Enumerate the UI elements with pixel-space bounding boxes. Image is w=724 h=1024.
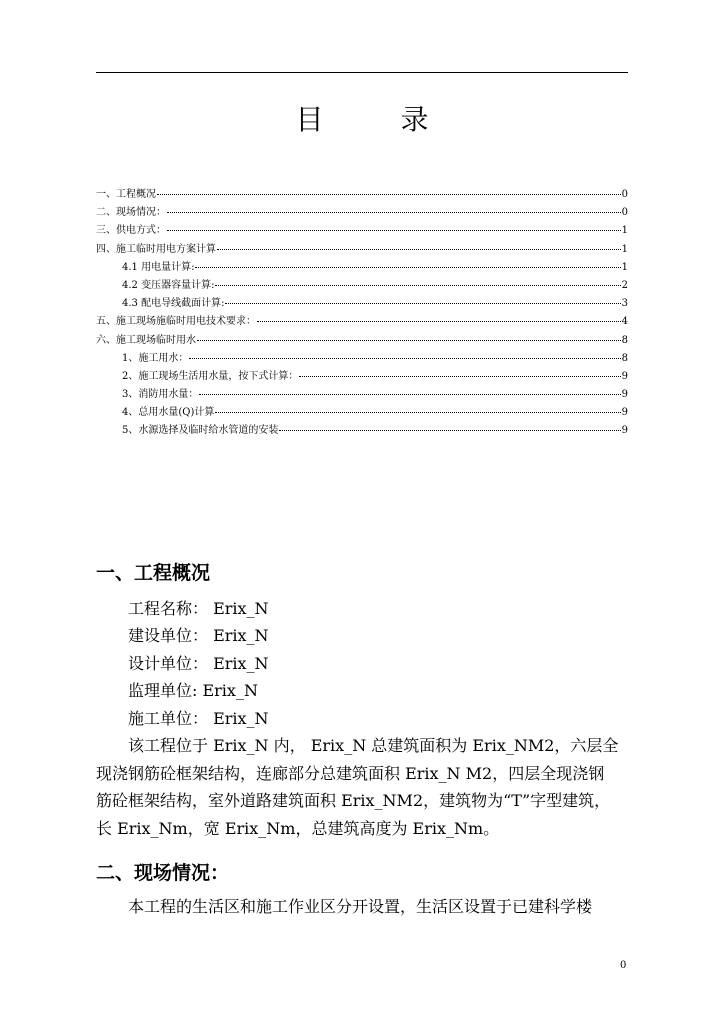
toc-entry-text: 一、工程概况 [96,189,156,200]
header-rule [96,72,628,73]
toc-entry-page: 1 [621,225,628,237]
toc-leader [199,384,620,395]
section-heading: 一、工程概况 [96,562,211,584]
toc-leader [167,220,621,231]
toc-entry-text: 四、施工临时用电方案计算 [96,243,216,255]
toc-entry-text: 三、供电方式： [96,225,166,237]
toc-title: 目 录 [295,103,463,136]
toc-entry-text: 4、总用水量(Q)计算 [122,407,215,419]
toc-entry-page: 9 [621,407,628,419]
toc-leader [215,402,620,413]
project-info-line: 设计单位： Erix_N [128,654,269,673]
toc-entry-text: 2、施工现场生活用水量，按下式计算： [122,370,299,382]
toc-entry-page: 8 [621,352,628,364]
toc-entry-page: 0 [621,207,628,219]
project-info-line: 工程名称： Erix_N [128,599,269,618]
toc-entry-page: 9 [621,425,628,437]
toc-entry-page: 1 [621,243,628,255]
paragraph-line: 现浇钢筋砼框架结构，连廊部分总建筑面积 Erix_N M2，四层全现浇钢 [96,764,605,783]
toc-leader [195,257,620,268]
toc-entry-text: 六、施工现场临时用水 [96,334,196,346]
toc-leader [225,293,620,304]
toc-entry-text: 二、现场情况： [96,207,166,219]
toc-entry-text: 4.3 配电导线截面计算: [122,298,225,310]
project-info-line: 施工单位： Erix_N [128,709,269,728]
page-number: 0 [620,960,627,971]
toc-leader [215,275,620,286]
toc-leader [279,420,620,431]
toc-leader [217,239,621,250]
toc-entry-page: 9 [621,370,628,382]
toc-entry-text: 3、消防用水量： [122,389,199,401]
toc-entry-page: 3 [621,298,628,310]
toc-entry-text: 5、水源选择及临时给水管道的安装 [122,425,279,437]
toc-entry-page: 8 [621,334,628,346]
toc-entry-page: 4 [621,316,628,328]
toc-entry-text: 1、施工用水： [122,352,189,364]
toc-leader [257,311,621,322]
toc-leader [197,330,621,341]
paragraph-line: 长 Erix_Nm，宽 Erix_Nm，总建筑高度为 Erix_Nm。 [96,819,500,838]
toc-leader [157,184,621,195]
section-heading: 二、现场情况： [96,862,230,884]
paragraph-line: 该工程位于 Erix_N 内， Erix_N 总建筑面积为 Erix_NM2，六层全 [128,736,619,755]
toc-entry-page: 1 [621,261,628,273]
toc-entry[interactable] [96,422,628,440]
toc-entry-page: 9 [621,389,628,401]
toc-entry-text: 4.2 变压器容量计算: [122,279,215,291]
paragraph-line: 筋砼框架结构，室外道路建筑面积 Erix_NM2，建筑物为“T”字型建筑， [96,791,611,810]
toc-leader [299,366,620,377]
toc-entry-page: 2 [621,279,628,291]
toc-leader [189,348,620,359]
toc-leader [167,202,621,213]
toc-entry-page: 0 [621,189,628,200]
toc-entry-text: 4.1 用电量计算: [122,261,195,273]
project-info-line: 建设单位： Erix_N [128,626,269,645]
paragraph-line: 本工程的生活区和施工作业区分开设置，生活区设置于已建科学楼 [128,897,593,916]
project-info-line: 监理单位: Erix_N [128,681,258,700]
toc-entry-text: 五、施工现场施临时用电技术要求： [96,316,256,328]
table-of-contents [96,186,628,441]
